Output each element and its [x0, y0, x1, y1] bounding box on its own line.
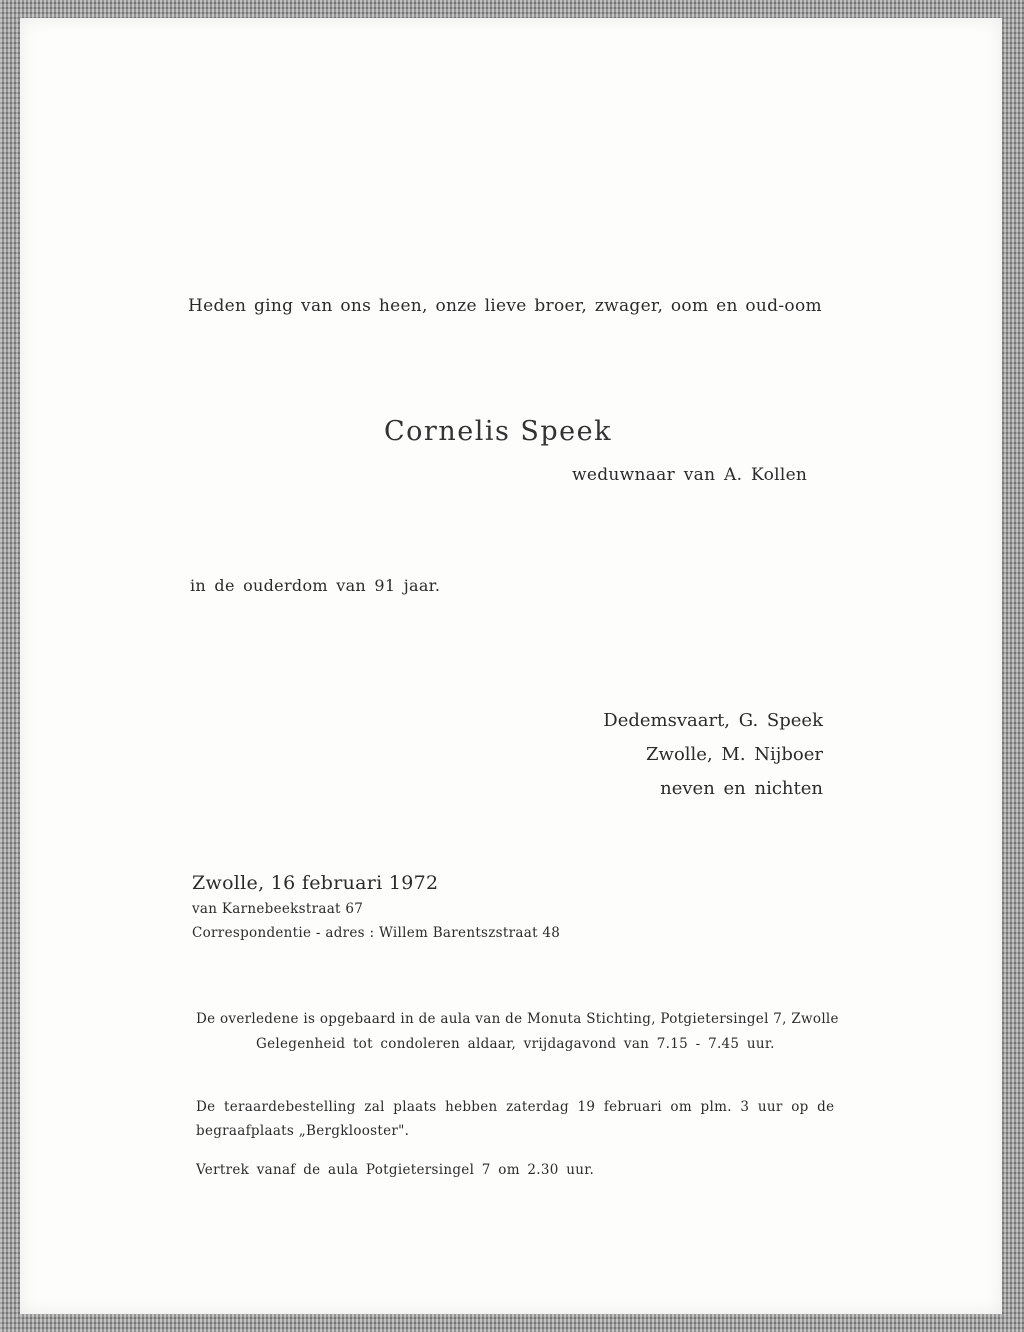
funeral-home-info: De overledene is opgebaard in de aula van de Monuta Stichting, Potgietersingel 7, Zwolle: [196, 1011, 839, 1027]
place-date: Zwolle, 16 februari 1972: [192, 872, 439, 894]
departure-info: Vertrek vanaf de aula Potgietersingel 7 om 2.30 uur.: [196, 1162, 595, 1178]
correspondence-address: Correspondentie - adres : Willem Barentszstraat 48: [192, 925, 561, 941]
relative-line: Zwolle, M. Nijboer: [646, 744, 823, 765]
home-address: van Karnebeekstraat 67: [192, 901, 364, 917]
relatives-list: [603, 704, 823, 806]
funeral-notice-card: [20, 18, 1002, 1314]
relative-line: Dedemsvaart, G. Speek: [603, 710, 823, 731]
burial-info-line-2: begraafplaats „Bergklooster".: [196, 1123, 410, 1139]
deceased-name: Cornelis Speek: [384, 416, 612, 447]
widower-of: weduwnaar van A. Kollen: [572, 465, 808, 485]
condolence-info: Gelegenheid tot condoleren aldaar, vrijdagavond van 7.15 - 7.45 uur.: [256, 1036, 775, 1052]
age-line: in de ouderdom van 91 jaar.: [190, 576, 441, 595]
burial-info-line-1: De teraardebestelling zal plaats hebben zaterdag 19 februari om plm. 3 uur op de: [196, 1099, 835, 1115]
relative-line: neven en nichten: [660, 778, 823, 799]
intro-text: Heden ging van ons heen, onze lieve broer, zwager, oom en oud-oom: [188, 296, 822, 316]
